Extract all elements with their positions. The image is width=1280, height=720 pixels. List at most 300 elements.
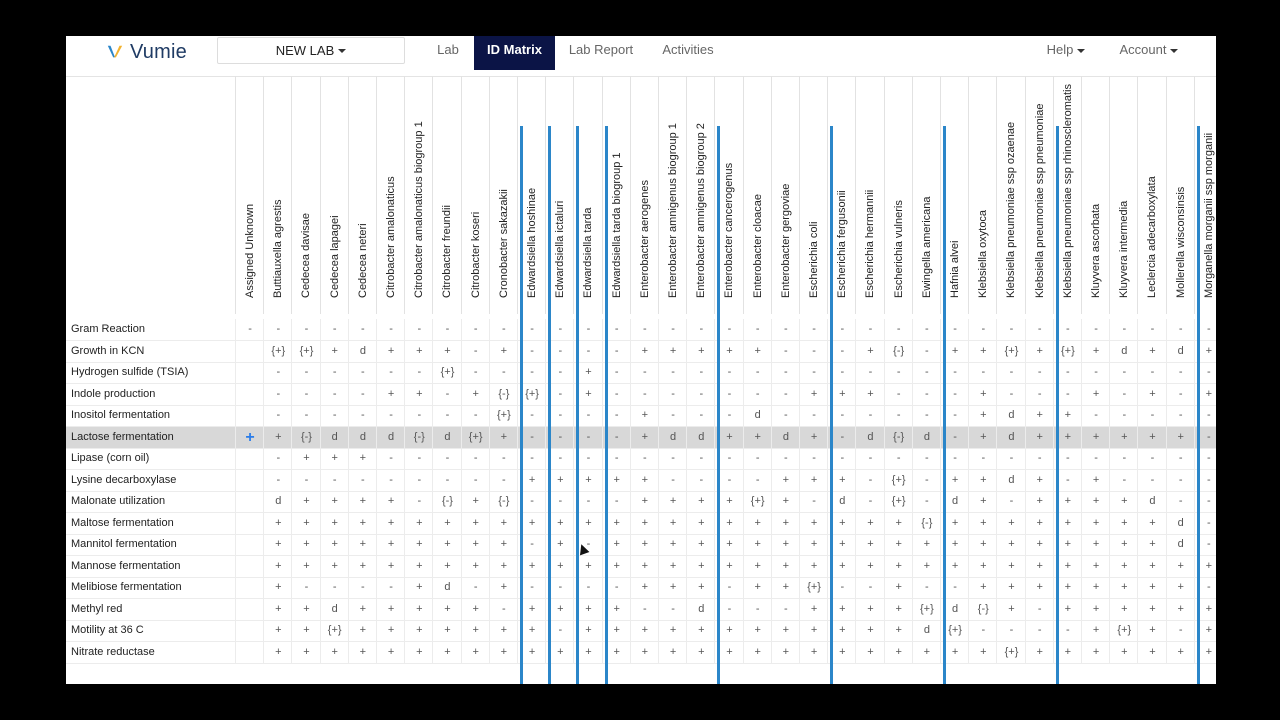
test-name: Melibiose fermentation xyxy=(71,581,182,593)
result-cell: - xyxy=(1194,319,1216,340)
result-cell: - xyxy=(1025,384,1054,405)
add-result-plus-icon[interactable]: + xyxy=(235,427,264,448)
result-cell: - xyxy=(630,362,659,383)
result-cell: d xyxy=(827,491,856,512)
organism-column-header[interactable] xyxy=(743,76,772,314)
result-cell: + xyxy=(1081,599,1110,620)
organism-column-header[interactable] xyxy=(263,76,292,314)
result-cell: - xyxy=(320,577,349,598)
result-cell: + xyxy=(1025,427,1054,448)
test-name: Hydrogen sulfide (TSIA) xyxy=(71,366,189,378)
result-cell: + xyxy=(799,620,828,641)
result-cell: - xyxy=(404,448,433,469)
result-cell: - xyxy=(602,405,631,426)
organism-column-header[interactable] xyxy=(489,76,518,314)
result-cell: - xyxy=(799,405,828,426)
result-cell: {+} xyxy=(517,384,546,405)
organism-column-header[interactable] xyxy=(799,76,828,314)
assigned-unknown-cell[interactable] xyxy=(235,599,264,620)
result-cell: - xyxy=(348,470,377,491)
result-cell: - xyxy=(996,362,1025,383)
assigned-unknown-cell[interactable] xyxy=(235,513,264,534)
result-cell: + xyxy=(1109,642,1138,663)
result-cell: + xyxy=(884,599,913,620)
assigned-unknown-cell[interactable]: - xyxy=(235,319,264,340)
result-cell: - xyxy=(714,599,743,620)
organism-name: Enterobacter amnigenus biogroup 2 xyxy=(695,123,708,298)
result-cell: + xyxy=(1166,577,1195,598)
result-cell: - xyxy=(968,620,997,641)
organism-name: Cedecea neteri xyxy=(356,223,369,298)
result-cell: + xyxy=(1194,620,1216,641)
result-cell: + xyxy=(658,642,687,663)
assigned-unknown-cell[interactable] xyxy=(235,341,264,362)
result-cell: + xyxy=(263,556,292,577)
result-cell: + xyxy=(714,556,743,577)
result-cell: + xyxy=(1109,534,1138,555)
result-cell: + xyxy=(489,642,518,663)
result-cell: + xyxy=(968,427,997,448)
result-cell: + xyxy=(1137,534,1166,555)
elimination-marker xyxy=(830,126,833,684)
nav-help[interactable] xyxy=(1038,36,1094,70)
organism-column-header[interactable] xyxy=(1137,76,1166,314)
organism-name: Enterobacter cloacae xyxy=(751,194,764,298)
result-cell: + xyxy=(1109,427,1138,448)
result-cell: - xyxy=(996,620,1025,641)
assigned-unknown-cell[interactable] xyxy=(235,642,264,663)
result-cell: - xyxy=(545,319,574,340)
result-cell: - xyxy=(912,577,941,598)
organism-column-header[interactable] xyxy=(1081,76,1110,314)
result-cell: - xyxy=(771,341,800,362)
assigned-unknown-cell[interactable] xyxy=(235,362,264,383)
result-cell: + xyxy=(771,491,800,512)
lab-select-value: NEW LAB xyxy=(275,43,335,58)
result-cell: + xyxy=(630,491,659,512)
result-cell: - xyxy=(1025,599,1054,620)
result-cell: + xyxy=(630,642,659,663)
result-cell: {+} xyxy=(884,470,913,491)
result-cell: - xyxy=(291,384,320,405)
assigned-unknown-cell[interactable] xyxy=(235,470,264,491)
organism-name: Enterobacter aerogenes xyxy=(638,179,651,298)
result-cell: - xyxy=(630,319,659,340)
result-cell: - xyxy=(771,384,800,405)
organism-column-header[interactable] xyxy=(404,76,433,314)
result-cell: {+} xyxy=(1053,341,1082,362)
result-cell: - xyxy=(263,470,292,491)
assigned-unknown-cell[interactable] xyxy=(235,556,264,577)
result-cell: - xyxy=(320,470,349,491)
result-cell: - xyxy=(912,384,941,405)
result-cell: - xyxy=(1025,448,1054,469)
result-cell: - xyxy=(602,384,631,405)
organism-name: Leclercia adecarboxylata xyxy=(1146,176,1159,298)
result-cell: + xyxy=(1053,491,1082,512)
result-cell: - xyxy=(855,362,884,383)
result-cell: + xyxy=(517,470,546,491)
result-cell: - xyxy=(1109,470,1138,491)
organism-name: Mollerella wisconsinsis xyxy=(1174,186,1187,298)
result-cell: + xyxy=(799,427,828,448)
result-cell: d xyxy=(940,599,969,620)
organism-column-header[interactable] xyxy=(432,76,461,314)
result-cell: - xyxy=(1025,319,1054,340)
result-cell: + xyxy=(1137,513,1166,534)
result-cell: + xyxy=(573,620,602,641)
result-cell: + xyxy=(1137,341,1166,362)
result-cell: + xyxy=(827,599,856,620)
result-cell: + xyxy=(461,491,490,512)
result-cell: + xyxy=(404,384,433,405)
result-cell: - xyxy=(489,448,518,469)
test-name: Gram Reaction xyxy=(71,323,145,335)
result-cell: + xyxy=(827,556,856,577)
result-cell: + xyxy=(1166,427,1195,448)
organism-column-header[interactable] xyxy=(1025,76,1054,314)
organism-column-header[interactable] xyxy=(912,76,941,314)
result-cell: - xyxy=(912,405,941,426)
result-cell: + xyxy=(376,556,405,577)
result-cell: + xyxy=(1053,599,1082,620)
result-cell: - xyxy=(517,491,546,512)
result-cell: - xyxy=(743,384,772,405)
result-cell: + xyxy=(1053,577,1082,598)
result-cell: - xyxy=(714,470,743,491)
result-cell: - xyxy=(573,534,602,555)
result-cell: + xyxy=(1194,642,1216,663)
navbar xyxy=(66,36,1216,77)
result-cell: - xyxy=(602,362,631,383)
result-cell: - xyxy=(263,384,292,405)
organism-column-header[interactable] xyxy=(771,76,800,314)
result-cell: + xyxy=(291,513,320,534)
result-cell: - xyxy=(968,448,997,469)
result-cell: + xyxy=(545,470,574,491)
nav-activities[interactable]: Activities xyxy=(662,42,714,57)
result-cell: - xyxy=(771,362,800,383)
result-cell: + xyxy=(1081,556,1110,577)
result-cell: - xyxy=(432,470,461,491)
result-cell: + xyxy=(404,534,433,555)
test-name: Malonate utilization xyxy=(71,495,166,507)
result-cell: + xyxy=(573,470,602,491)
chevron-down-icon xyxy=(338,49,346,53)
result-cell: + xyxy=(517,642,546,663)
result-cell: - xyxy=(827,341,856,362)
result-cell: + xyxy=(1194,599,1216,620)
result-cell: {+} xyxy=(1109,620,1138,641)
result-cell: + xyxy=(855,620,884,641)
result-cell: d xyxy=(432,427,461,448)
organism-column-header[interactable] xyxy=(348,76,377,314)
result-cell: + xyxy=(968,642,997,663)
result-cell: - xyxy=(1081,362,1110,383)
result-cell: + xyxy=(1081,513,1110,534)
result-cell: + xyxy=(1025,642,1054,663)
organism-name: Klebsiella pneumoniae ssp pneumoniae xyxy=(1033,103,1046,298)
result-cell: + xyxy=(489,620,518,641)
organism-name: Klebsiella oxytoca xyxy=(977,209,990,298)
result-cell: - xyxy=(686,470,715,491)
result-cell: - xyxy=(348,384,377,405)
result-cell: + xyxy=(771,513,800,534)
result-cell: - xyxy=(263,448,292,469)
result-cell: - xyxy=(714,384,743,405)
result-cell: - xyxy=(348,577,377,598)
result-cell: + xyxy=(320,448,349,469)
result-cell: d xyxy=(940,491,969,512)
result-cell: d xyxy=(432,577,461,598)
result-cell: - xyxy=(940,427,969,448)
result-cell: - xyxy=(291,470,320,491)
result-cell: + xyxy=(1081,341,1110,362)
result-cell: {+} xyxy=(799,577,828,598)
result-cell: + xyxy=(884,620,913,641)
result-cell: + xyxy=(404,513,433,534)
organism-column-header[interactable] xyxy=(686,76,715,314)
result-cell: + xyxy=(1166,642,1195,663)
result-cell: - xyxy=(743,319,772,340)
assigned-unknown-cell[interactable] xyxy=(235,577,264,598)
result-cell: - xyxy=(771,448,800,469)
test-name: Mannose fermentation xyxy=(71,559,181,572)
result-cell: + xyxy=(771,577,800,598)
result-cell: + xyxy=(1053,513,1082,534)
elimination-marker xyxy=(548,126,551,684)
result-cell: d xyxy=(743,405,772,426)
organism-column-header[interactable] xyxy=(376,76,405,314)
result-cell: - xyxy=(1194,448,1216,469)
result-cell: + xyxy=(630,470,659,491)
result-cell: - xyxy=(827,448,856,469)
organism-column-header[interactable] xyxy=(235,76,264,314)
result-cell: - xyxy=(996,384,1025,405)
lab-select[interactable] xyxy=(217,37,405,64)
nav-id-matrix[interactable]: ID Matrix xyxy=(474,36,555,70)
result-cell: + xyxy=(602,620,631,641)
result-cell: - xyxy=(602,577,631,598)
result-cell: + xyxy=(1053,534,1082,555)
result-cell: - xyxy=(968,362,997,383)
organism-column-header[interactable] xyxy=(1109,76,1138,314)
result-cell: - xyxy=(1166,405,1195,426)
organism-name: Citrobacter amalonaticus biogroup 1 xyxy=(413,121,426,298)
result-cell: + xyxy=(799,556,828,577)
result-cell: - xyxy=(489,362,518,383)
result-cell: + xyxy=(573,642,602,663)
result-cell: - xyxy=(1166,491,1195,512)
result-cell: + xyxy=(714,341,743,362)
result-cell: - xyxy=(743,448,772,469)
result-cell: - xyxy=(1194,491,1216,512)
organism-column-header[interactable] xyxy=(855,76,884,314)
result-cell: - xyxy=(461,448,490,469)
result-cell: - xyxy=(884,448,913,469)
result-cell: - xyxy=(799,341,828,362)
organism-column-header[interactable] xyxy=(996,76,1025,314)
result-cell: + xyxy=(996,556,1025,577)
result-cell: - xyxy=(714,577,743,598)
result-cell: + xyxy=(1109,577,1138,598)
result-cell: d xyxy=(996,427,1025,448)
result-cell: - xyxy=(1109,362,1138,383)
assigned-unknown-cell[interactable] xyxy=(235,534,264,555)
brand[interactable] xyxy=(106,39,187,65)
result-cell: + xyxy=(573,362,602,383)
assigned-unknown-cell[interactable] xyxy=(235,620,264,641)
result-cell: - xyxy=(320,319,349,340)
organism-column-header[interactable] xyxy=(968,76,997,314)
result-cell: - xyxy=(573,319,602,340)
result-cell: - xyxy=(968,319,997,340)
result-cell: + xyxy=(630,620,659,641)
test-name: Inositol fermentation xyxy=(71,409,171,421)
organism-name: Escherichia vulneris xyxy=(892,200,905,298)
result-cell: d xyxy=(771,427,800,448)
result-cell: + xyxy=(489,534,518,555)
result-cell: + xyxy=(1081,534,1110,555)
result-cell: + xyxy=(291,642,320,663)
result-cell: - xyxy=(573,427,602,448)
result-cell: {-} xyxy=(968,599,997,620)
elimination-marker xyxy=(1197,126,1200,684)
result-cell: - xyxy=(686,405,715,426)
organism-column-header[interactable] xyxy=(461,76,490,314)
organism-name: Citrobacter koseri xyxy=(469,211,482,298)
result-cell: + xyxy=(827,470,856,491)
result-cell: + xyxy=(376,642,405,663)
result-cell: + xyxy=(1109,513,1138,534)
result-cell: {-} xyxy=(291,427,320,448)
assigned-unknown-cell[interactable] xyxy=(235,491,264,512)
result-cell: - xyxy=(1053,620,1082,641)
result-cell: + xyxy=(1081,620,1110,641)
result-cell: + xyxy=(884,577,913,598)
result-cell: + xyxy=(1166,556,1195,577)
nav-lab[interactable]: Lab xyxy=(437,42,459,57)
result-cell: - xyxy=(1053,384,1082,405)
result-cell: - xyxy=(686,384,715,405)
result-cell: {+} xyxy=(263,341,292,362)
result-cell: + xyxy=(1025,470,1054,491)
result-cell: - xyxy=(827,405,856,426)
result-cell: - xyxy=(912,470,941,491)
result-cell: {-} xyxy=(912,513,941,534)
result-cell: + xyxy=(1081,470,1110,491)
result-cell: + xyxy=(573,556,602,577)
assigned-unknown-cell[interactable] xyxy=(235,384,264,405)
result-cell: - xyxy=(404,319,433,340)
result-cell: - xyxy=(658,448,687,469)
brand-name: Vumie xyxy=(130,40,187,63)
result-cell: + xyxy=(658,577,687,598)
organism-name: Ewingella americana xyxy=(920,196,933,298)
result-cell: d xyxy=(1137,491,1166,512)
result-cell: + xyxy=(602,534,631,555)
result-cell: + xyxy=(968,341,997,362)
result-cell: + xyxy=(376,513,405,534)
result-cell: + xyxy=(1137,599,1166,620)
organism-column-header[interactable] xyxy=(1166,76,1195,314)
organism-name: Morganella morganii ssp morganii xyxy=(1202,132,1215,298)
organism-name: Edwardsiella hoshinae xyxy=(526,187,539,298)
result-cell: + xyxy=(320,642,349,663)
nav-lab-report[interactable]: Lab Report xyxy=(568,42,634,57)
result-cell: - xyxy=(1109,319,1138,340)
result-cell: + xyxy=(348,642,377,663)
elimination-marker xyxy=(1056,126,1059,684)
result-cell: - xyxy=(658,470,687,491)
result-cell: + xyxy=(912,642,941,663)
assigned-unknown-cell[interactable] xyxy=(235,448,264,469)
organism-column-header[interactable] xyxy=(658,76,687,314)
result-cell: + xyxy=(940,341,969,362)
result-cell: - xyxy=(884,362,913,383)
result-cell: - xyxy=(432,405,461,426)
result-cell: - xyxy=(827,319,856,340)
organism-name: Enterobacter amnigenus biogroup 1 xyxy=(667,123,680,298)
result-cell: + xyxy=(658,556,687,577)
result-cell: - xyxy=(1109,384,1138,405)
result-cell: - xyxy=(912,491,941,512)
result-cell: d xyxy=(996,405,1025,426)
nav-help-label: Help xyxy=(1046,42,1074,57)
organism-column-header[interactable] xyxy=(291,76,320,314)
result-cell: {+} xyxy=(996,642,1025,663)
result-cell: + xyxy=(432,556,461,577)
result-cell: - xyxy=(489,599,518,620)
assigned-unknown-cell[interactable] xyxy=(235,405,264,426)
organism-name: Escherichia fergusonii xyxy=(836,190,849,298)
result-cell: - xyxy=(827,577,856,598)
result-cell: + xyxy=(855,534,884,555)
result-cell: - xyxy=(320,405,349,426)
organism-name: Buttiauxella agrestis xyxy=(272,199,285,298)
test-name: Maltose fermentation xyxy=(71,516,174,529)
result-cell: + xyxy=(348,599,377,620)
result-cell: - xyxy=(996,319,1025,340)
result-cell: - xyxy=(714,319,743,340)
result-cell: + xyxy=(630,427,659,448)
result-cell: - xyxy=(517,341,546,362)
result-cell: + xyxy=(743,577,772,598)
result-cell: + xyxy=(432,513,461,534)
result-cell: - xyxy=(1137,405,1166,426)
result-cell: + xyxy=(658,341,687,362)
result-cell: - xyxy=(461,341,490,362)
organism-name: Enterobacter gergoviae xyxy=(779,183,792,298)
result-cell: - xyxy=(1194,577,1216,598)
app-window xyxy=(66,36,1216,684)
organism-column-header[interactable] xyxy=(884,76,913,314)
result-cell: d xyxy=(376,427,405,448)
result-cell: - xyxy=(658,405,687,426)
organism-column-header[interactable] xyxy=(630,76,659,314)
result-cell: - xyxy=(940,405,969,426)
organism-column-header[interactable] xyxy=(320,76,349,314)
result-cell: d xyxy=(1166,341,1195,362)
result-cell: + xyxy=(263,642,292,663)
result-cell: - xyxy=(1081,405,1110,426)
result-cell: + xyxy=(376,384,405,405)
result-cell: - xyxy=(940,448,969,469)
result-cell: - xyxy=(489,319,518,340)
result-cell: + xyxy=(489,513,518,534)
nav-account[interactable] xyxy=(1109,36,1189,70)
result-cell: + xyxy=(404,556,433,577)
